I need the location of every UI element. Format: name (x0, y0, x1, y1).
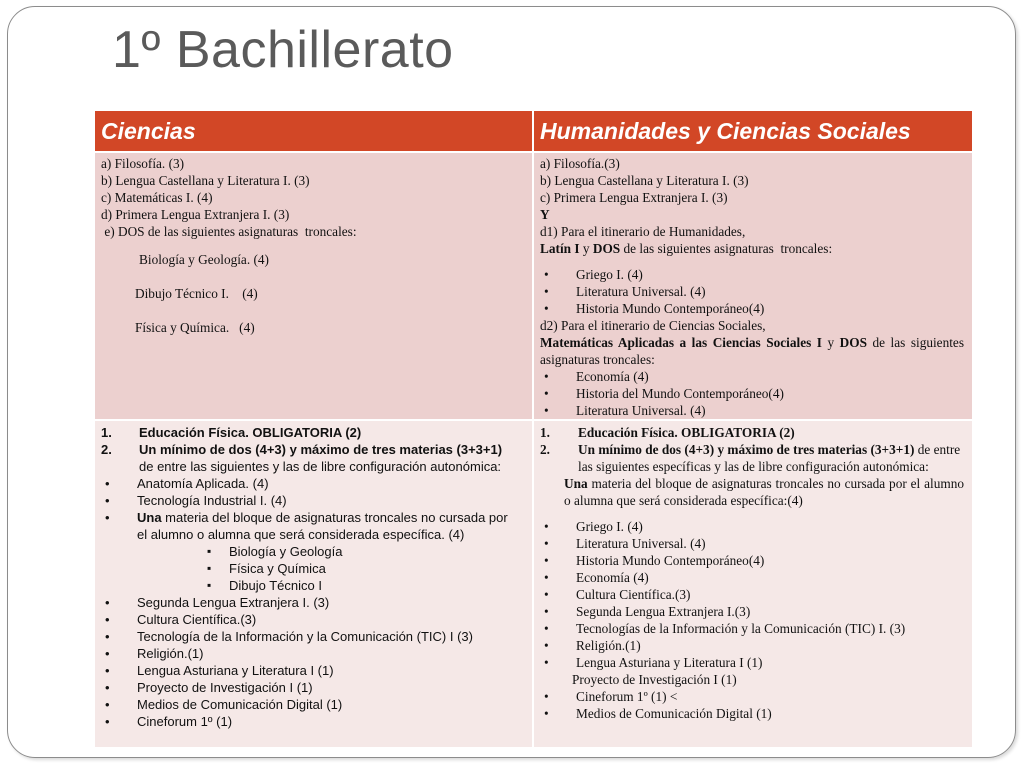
header-humanidades: Humanidades y Ciencias Sociales (533, 110, 973, 152)
list-item: • Historia Mundo Contemporáneo(4) (540, 552, 964, 569)
humanidades-especificas-cell (533, 420, 973, 748)
list-item: • Cultura Científica.(3) (540, 586, 964, 603)
list-item: 1. Educación Física. OBLIGATORIA (2) (101, 425, 362, 440)
list-item: • Religión.(1) (540, 637, 964, 654)
list-item: e) DOS de las siguientes asignaturas troncales: (101, 224, 357, 239)
list-item: • Medios de Comunicación Digital (1) (101, 696, 518, 713)
list-item: • Griego I. (4) (540, 266, 964, 283)
list-item: • Segunda Lengua Extranjera I.(3) (540, 603, 964, 620)
list-item: 2. Un mínimo de dos (4+3) y máximo de tres materias (3+3+1) de entre las siguientes específicas y las de libre configuración autonómica: (540, 442, 961, 474)
list-item: • Literatura Universal. (4) (540, 535, 964, 552)
list-item: b) Lengua Castellana y Literatura I. (3) (101, 173, 310, 188)
list-item: • Cultura Científica.(3) (101, 611, 518, 628)
list-item: • Literatura Universal. (4) (540, 402, 964, 419)
list-item: ▪ Biología y Geología (101, 543, 518, 560)
list-item: • Medios de Comunicación Digital (1) (540, 705, 964, 722)
list-item: • Historia del Mundo Contemporáneo(4) (540, 385, 964, 402)
ciencias-especificas-cell (94, 420, 533, 748)
list-item: Proyecto de Investigación I (1) (572, 672, 737, 687)
ciencias-troncales-cell (94, 152, 533, 420)
list-item: • Religión.(1) (101, 645, 518, 662)
list-item: • Anatomía Aplicada. (4) (101, 475, 518, 492)
list-item: Una materia del bloque de asignaturas troncales no cursada por el alumno o alumna que será considerada específica:(4) (564, 476, 964, 508)
list-item: • Griego I. (4) (540, 518, 964, 535)
list-item: • Economía (4) (540, 569, 964, 586)
list-item: 2. Un mínimo de dos (4+3) y máximo de tres materias (3+3+1) de entre las siguientes y las de libre configuración autonómica: (101, 442, 503, 474)
list-item: d) Primera Lengua Extranjera I. (3) (101, 207, 290, 222)
list-item: Dibujo Técnico I. (4) (135, 286, 258, 301)
list-item: • Historia Mundo Contemporáneo(4) (540, 300, 964, 317)
list-item: • Tecnologías de la Información y la Comunicación (TIC) I. (3) (540, 620, 964, 637)
list-item: ▪ Física y Química (101, 560, 518, 577)
list-item: • Lengua Asturiana y Literatura I (1) (101, 662, 518, 679)
list-item: a) Filosofía. (3) (101, 156, 185, 171)
latin-line: Latín I y DOS de las siguientes asignaturas troncales: (540, 241, 833, 256)
list-item: c) Primera Lengua Extranjera I. (3) (540, 190, 728, 205)
list-item: b) Lengua Castellana y Literatura I. (3) (540, 173, 749, 188)
list-item: • Literatura Universal. (4) (540, 283, 964, 300)
header-ciencias: Ciencias (94, 110, 533, 152)
matematicas-line: Matemáticas Aplicadas a las Ciencias Sociales I y DOS de las siguientes asignaturas troncales: (540, 335, 965, 367)
list-item: Y (540, 207, 550, 222)
list-item: d2) Para el itinerario de Ciencias Sociales, (540, 318, 766, 333)
list-item: • Segunda Lengua Extranjera I. (3) (101, 594, 518, 611)
list-item: Física y Química. (4) (135, 320, 255, 335)
list-item: • Una materia del bloque de asignaturas troncales no cursada por el alumno o alumna que será considerada específica. (4) (101, 509, 518, 543)
list-item: • Tecnología de la Información y la Comunicación (TIC) I (3) (101, 628, 518, 645)
humanidades-troncales-cell (533, 152, 973, 420)
list-item: a) Filosofía.(3) (540, 156, 620, 171)
list-item: 1. Educación Física. OBLIGATORIA (2) (540, 425, 795, 440)
slide-title: 1º Bachillerato (112, 21, 454, 79)
list-item: d1) Para el itinerario de Humanidades, (540, 224, 746, 239)
list-item: • Cineforum 1º (1) < (540, 688, 964, 705)
list-item: ▪ Dibujo Técnico I (101, 577, 518, 594)
list-item: • Cineforum 1º (1) (101, 713, 518, 730)
list-item: • Proyecto de Investigación I (1) (101, 679, 518, 696)
list-item: • Economía (4) (540, 368, 964, 385)
list-item: c) Matemáticas I. (4) (101, 190, 213, 205)
list-item: • Lengua Asturiana y Literatura I (1) (540, 654, 964, 671)
list-item: • Tecnología Industrial I. (4) (101, 492, 518, 509)
list-item: Biología y Geología. (4) (139, 252, 269, 267)
subjects-table (93, 109, 974, 749)
